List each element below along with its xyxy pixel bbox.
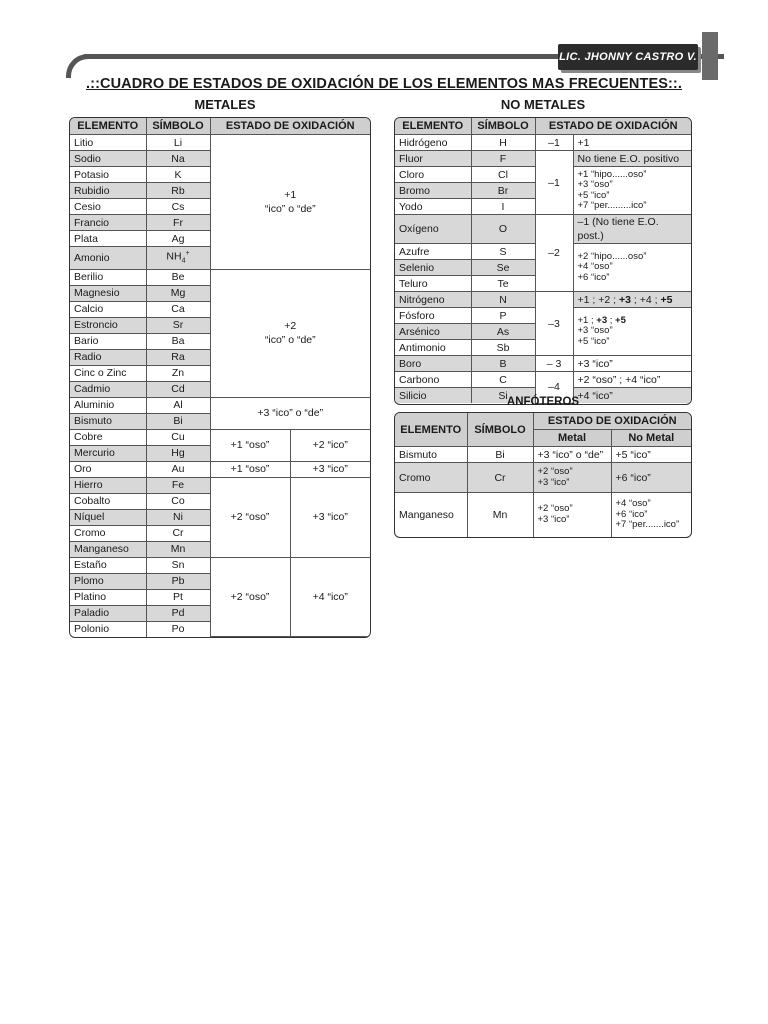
negative-state: –3 <box>535 292 573 356</box>
negative-state: – 3 <box>535 356 573 372</box>
table-row <box>395 215 691 244</box>
state-line: +3 “oso” <box>577 179 613 190</box>
metal-state <box>533 463 611 493</box>
element-symbol: Cd <box>146 381 210 397</box>
element-symbol: K <box>146 167 210 183</box>
oxidation-state-low: +2 “oso” <box>210 557 290 637</box>
oxidation-state-high: +4 “ico” <box>290 557 370 637</box>
col-estado: ESTADO DE OXIDACIÓN <box>535 118 691 135</box>
negative-state: –4 <box>535 372 573 404</box>
state-line: +7 “per.......ico” <box>615 519 680 530</box>
header-tab <box>702 32 718 80</box>
col-estado: ESTADO DE OXIDACIÓN <box>533 413 691 430</box>
author-name: LIC. JHONNY CASTRO V. <box>559 51 697 63</box>
element-symbol: Mn <box>467 493 533 537</box>
nonmetal-state <box>611 493 691 537</box>
anfoteros-title: ANFÓTEROS <box>506 396 580 408</box>
element-symbol: Na <box>146 151 210 167</box>
element-name: Berilio <box>70 269 146 285</box>
col-simbolo: SÍMBOLO <box>471 118 535 135</box>
element-name: Fluor <box>395 151 471 167</box>
element-name: Plomo <box>70 573 146 589</box>
element-symbol: Se <box>471 260 535 276</box>
element-name: Platino <box>70 589 146 605</box>
state-line: +2 “oso” <box>537 466 573 477</box>
element-name: Cromo <box>395 463 467 493</box>
element-symbol: Zn <box>146 365 210 381</box>
element-name: Selenio <box>395 260 471 276</box>
element-name: Cadmio <box>70 381 146 397</box>
element-name: Azufre <box>395 244 471 260</box>
element-symbol: Sb <box>471 340 535 356</box>
element-name: Litio <box>70 135 146 151</box>
state-suffix: “ico” o “de” <box>264 202 316 215</box>
element-name: Arsénico <box>395 324 471 340</box>
element-symbol: N <box>471 292 535 308</box>
table-row <box>395 493 691 537</box>
element-symbol: Cs <box>146 199 210 215</box>
element-symbol: Fr <box>146 215 210 231</box>
element-name: Fósforo <box>395 308 471 324</box>
table-row <box>70 461 370 477</box>
element-symbol: Bi <box>146 413 210 429</box>
table-row <box>395 356 691 372</box>
element-name: Potasio <box>70 167 146 183</box>
positive-state: +1 ; +2 ; +3 ; +4 ; +5 <box>573 292 691 308</box>
element-name: Bismuto <box>70 413 146 429</box>
element-name: Bario <box>70 333 146 349</box>
table-row <box>70 477 370 493</box>
element-name: Silicio <box>395 388 471 404</box>
page-title: .::CUADRO DE ESTADOS DE OXIDACIÓN DE LOS ELEMENTOS MAS FRECUENTES::. <box>86 76 682 92</box>
metal-state: +3 “ico” o “de” <box>533 447 611 463</box>
element-name: Cloro <box>395 167 471 183</box>
state-suffix: “ico” o “de” <box>264 334 316 347</box>
metal-state <box>533 493 611 537</box>
element-name: Nitrógeno <box>395 292 471 308</box>
element-symbol: Fe <box>146 477 210 493</box>
element-name: Oxígeno <box>395 215 471 244</box>
element-name: Cobalto <box>70 493 146 509</box>
positive-state: No tiene E.O. positivo <box>573 151 691 167</box>
element-symbol: Cl <box>471 167 535 183</box>
no-metales-table <box>394 117 692 405</box>
col-simbolo: SÍMBOLO <box>467 413 533 447</box>
element-symbol: Mn <box>146 541 210 557</box>
element-name: Plata <box>70 231 146 247</box>
element-name: Cinc o Zinc <box>70 365 146 381</box>
positive-state: +2 “oso” ; +4 “ico” <box>573 372 691 388</box>
positive-state: +1 <box>573 135 691 151</box>
state-value: +2 <box>284 320 297 333</box>
negative-state: –1 <box>535 151 573 215</box>
element-name: Calcio <box>70 301 146 317</box>
table-row <box>395 151 691 167</box>
col-no-metal: No Metal <box>611 430 691 447</box>
state-line: +7 “per.........ico” <box>577 200 647 211</box>
oxidation-state-high: +3 “ico” <box>290 477 370 557</box>
negative-state: –2 <box>535 215 573 292</box>
element-symbol: P <box>471 308 535 324</box>
element-name: Antimonio <box>395 340 471 356</box>
element-name: Magnesio <box>70 285 146 301</box>
element-symbol: I <box>471 199 535 215</box>
element-symbol: Be <box>146 269 210 285</box>
element-symbol: B <box>471 356 535 372</box>
element-symbol: Br <box>471 183 535 199</box>
table-row <box>70 429 370 445</box>
element-name: Cesio <box>70 199 146 215</box>
element-symbol: Si <box>471 388 535 404</box>
state-value: +1 <box>284 188 297 201</box>
element-symbol: Hg <box>146 445 210 461</box>
element-symbol: F <box>471 151 535 167</box>
element-name: Manganeso <box>70 541 146 557</box>
element-symbol: Ba <box>146 333 210 349</box>
positive-state: –1 (No tiene E.O. post.) <box>573 215 691 244</box>
element-symbol: Bi <box>467 447 533 463</box>
nonmetal-state: +5 “ico” <box>611 447 691 463</box>
col-elemento: ELEMENTO <box>395 413 467 447</box>
col-estado: ESTADO DE OXIDACIÓN <box>210 118 370 135</box>
positive-state: +4 “ico” <box>573 388 691 404</box>
table-row <box>395 463 691 493</box>
col-elemento: ELEMENTO <box>70 118 146 135</box>
element-name: Bromo <box>395 183 471 199</box>
element-name: Cobre <box>70 429 146 445</box>
element-symbol: C <box>471 372 535 388</box>
table-row <box>70 557 370 573</box>
table-row <box>395 447 691 463</box>
state-line: +5 “ico” <box>577 189 610 201</box>
state-line: +3 “oso” <box>577 325 613 337</box>
table-row <box>395 372 691 388</box>
element-name: Estaño <box>70 557 146 573</box>
oxidation-state: +3 “ico” o “de” <box>210 397 370 429</box>
negative-state: –1 <box>535 135 573 151</box>
element-name: Níquel <box>70 509 146 525</box>
no-metales-title: NO METALES <box>500 97 586 112</box>
element-name: Hidrógeno <box>395 135 471 151</box>
state-line: +2 “oso” <box>537 503 573 515</box>
element-symbol: Po <box>146 621 210 637</box>
element-name: Amonio <box>70 247 146 270</box>
metales-header-row <box>70 118 370 135</box>
metales-title: METALES <box>194 97 256 112</box>
oxidation-state-low: +1 “oso” <box>210 461 290 477</box>
element-name: Radio <box>70 349 146 365</box>
nonmetal-state: +6 “ico” <box>611 463 691 493</box>
oxidation-state-low: +2 “oso” <box>210 477 290 557</box>
col-metal: Metal <box>533 430 611 447</box>
element-name: Manganeso <box>395 493 467 537</box>
element-symbol: Co <box>146 493 210 509</box>
element-name: Carbono <box>395 372 471 388</box>
element-symbol: O <box>471 215 535 244</box>
element-symbol: Pb <box>146 573 210 589</box>
state-line: +2 “hipo......oso” <box>577 250 647 262</box>
anfoteros-header-row <box>395 413 691 430</box>
oxidation-state-low: +1 “oso” <box>210 429 290 461</box>
element-name: Teluro <box>395 276 471 292</box>
element-name: Sodio <box>70 151 146 167</box>
element-symbol: Ca <box>146 301 210 317</box>
element-name: Paladio <box>70 605 146 621</box>
oxidation-state-high: +2 “ico” <box>290 429 370 461</box>
element-symbol: Li <box>146 135 210 151</box>
state-line: +3 “ico” <box>537 513 570 525</box>
element-name: Bismuto <box>395 447 467 463</box>
element-symbol: Al <box>146 397 210 413</box>
element-symbol: Cu <box>146 429 210 445</box>
element-name: Francio <box>70 215 146 231</box>
element-symbol: S <box>471 244 535 260</box>
positive-state: +3 “ico” <box>573 356 691 372</box>
element-symbol: As <box>471 324 535 340</box>
element-name: Yodo <box>395 199 471 215</box>
state-line: +3 “ico” <box>537 476 570 488</box>
col-elemento: ELEMENTO <box>395 118 471 135</box>
state-line: +6 “ico” <box>615 508 648 520</box>
element-symbol: Sr <box>146 317 210 333</box>
element-name: Cromo <box>70 525 146 541</box>
element-symbol: Rb <box>146 183 210 199</box>
positive-states <box>573 244 691 292</box>
table-row <box>70 135 370 151</box>
element-name: Mercurio <box>70 445 146 461</box>
col-simbolo: SÍMBOLO <box>146 118 210 135</box>
element-name: Oro <box>70 461 146 477</box>
element-symbol: Au <box>146 461 210 477</box>
table-row <box>395 135 691 151</box>
oxidation-state-high: +3 “ico” <box>290 461 370 477</box>
element-symbol: Sn <box>146 557 210 573</box>
table-row <box>70 397 370 413</box>
state-line: +1 “hipo......oso” <box>577 168 647 180</box>
no-metales-header-row <box>395 118 691 135</box>
state-line: +1 ; +3 ; +5 <box>577 314 626 326</box>
positive-states <box>573 167 691 215</box>
element-name: Estroncio <box>70 317 146 333</box>
element-symbol: $NH_4^+$ <box>146 247 210 270</box>
state-line: +4 “oso” <box>577 261 613 273</box>
element-symbol: H <box>471 135 535 151</box>
author-badge <box>558 44 698 70</box>
table-row <box>395 292 691 308</box>
anfoteros-table <box>394 412 692 538</box>
element-symbol: Cr <box>467 463 533 493</box>
state-line: +5 “ico” <box>577 335 610 347</box>
metales-table <box>69 117 371 638</box>
element-name: Aluminio <box>70 397 146 413</box>
element-symbol: Ni <box>146 509 210 525</box>
element-name: Hierro <box>70 477 146 493</box>
oxidation-state <box>210 269 370 397</box>
oxidation-state <box>210 135 370 270</box>
state-line: +4 “oso” <box>615 498 651 509</box>
element-symbol: Pt <box>146 589 210 605</box>
element-name: Boro <box>395 356 471 372</box>
element-name: Rubidio <box>70 183 146 199</box>
table-row <box>70 269 370 285</box>
state-line: +6 “ico” <box>577 271 610 283</box>
element-symbol: Mg <box>146 285 210 301</box>
element-symbol: Ra <box>146 349 210 365</box>
element-name: Polonio <box>70 621 146 637</box>
positive-states <box>573 308 691 356</box>
element-symbol: Pd <box>146 605 210 621</box>
element-symbol: Ag <box>146 231 210 247</box>
element-symbol: Cr <box>146 525 210 541</box>
element-symbol: Te <box>471 276 535 292</box>
